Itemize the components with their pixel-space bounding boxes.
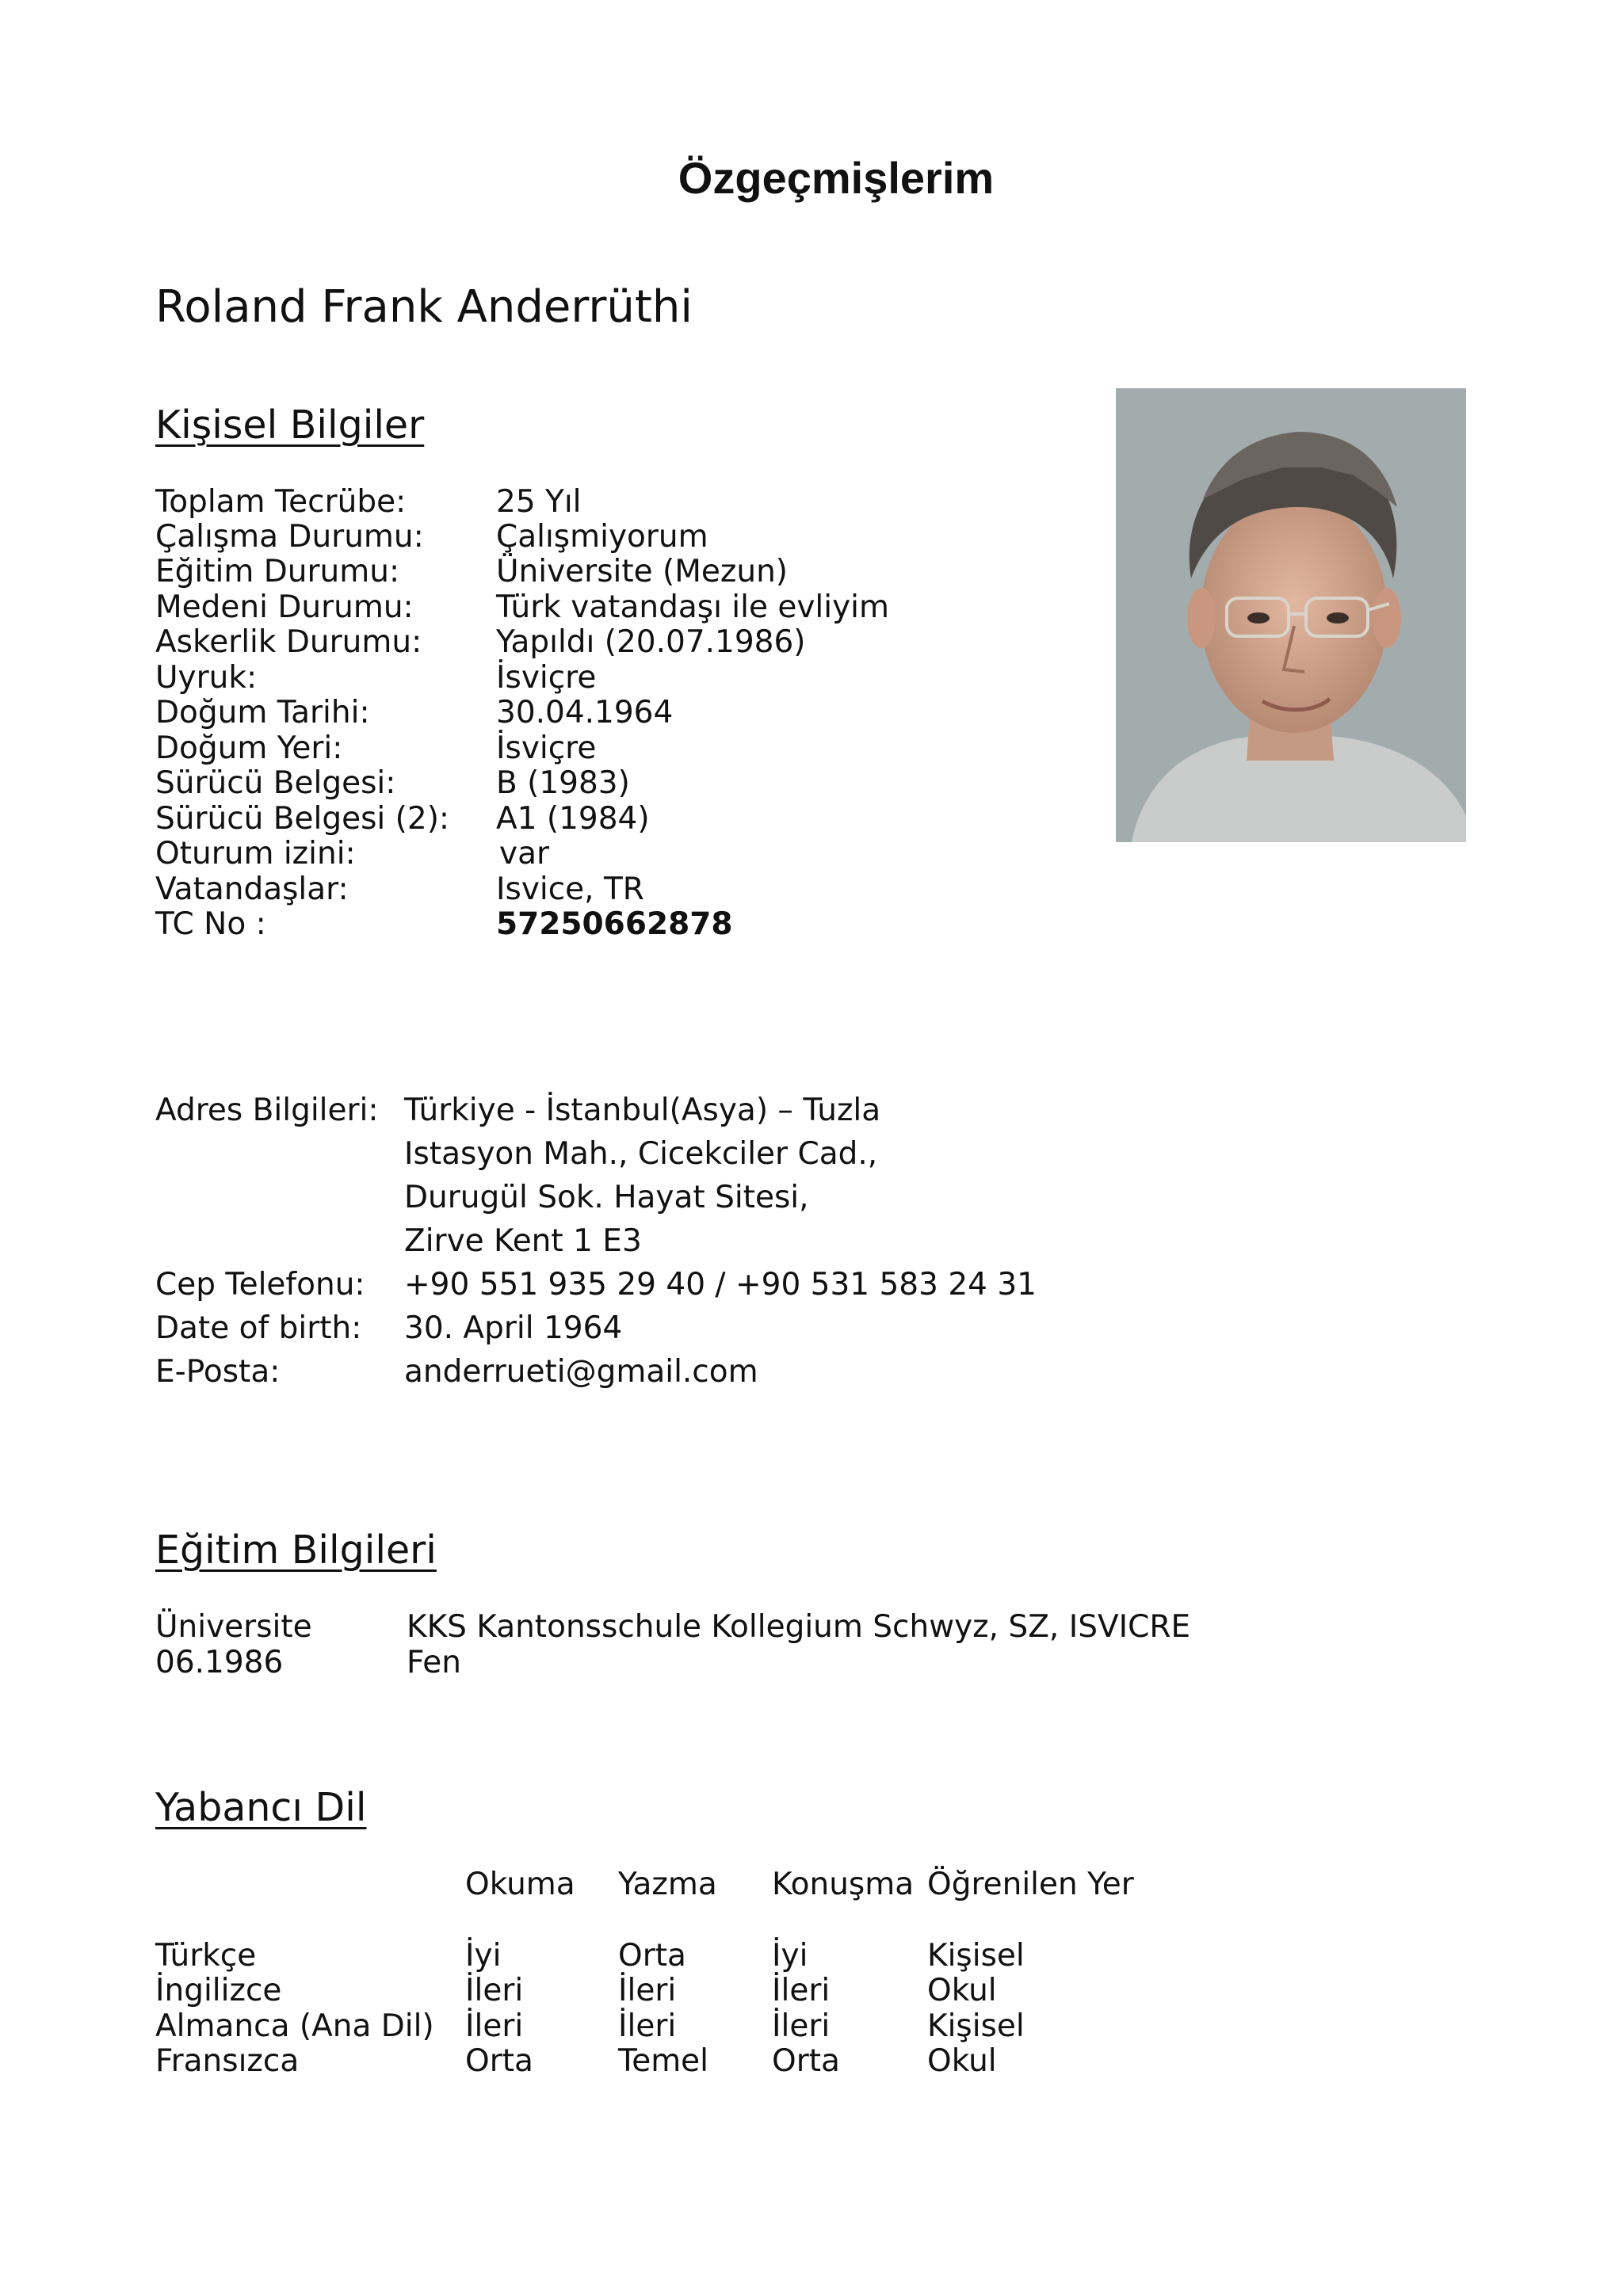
- learned-place: Okul: [927, 2043, 997, 2079]
- personal-value: Üniversite (Mezun): [496, 554, 789, 589]
- address-line: Zirve Kent 1 E3: [404, 1223, 642, 1259]
- personal-value: İsviçre: [496, 730, 597, 766]
- personal-value: 25 Yıl: [496, 484, 582, 520]
- address-line: Durugül Sok. Hayat Sitesi,: [404, 1180, 809, 1215]
- address-line: Türkiye - İstanbul(Asya) – Tuzla: [404, 1093, 881, 1128]
- personal-value: 30.04.1964: [496, 695, 674, 730]
- education-field: Fen: [407, 1645, 462, 1680]
- personal-value: B (1983): [496, 765, 630, 801]
- writing-level: İleri: [618, 2008, 677, 2044]
- email-value: anderrueti@gmail.com: [404, 1354, 758, 1390]
- speaking-level: İleri: [772, 2008, 831, 2044]
- column-header: Konuşma: [772, 1867, 915, 1902]
- address-label: Adres Bilgileri:: [155, 1093, 379, 1128]
- personal-value: var: [499, 836, 550, 871]
- document-title: Özgeçmişlerim: [678, 153, 995, 203]
- personal-info-heading: Kişisel Bilgiler: [155, 402, 425, 448]
- personal-label: Sürücü Belgesi:: [155, 765, 396, 801]
- personal-value: Yapıldı (20.07.1986): [496, 624, 806, 660]
- personal-label: Doğum Tarihi:: [155, 695, 370, 730]
- language-name: İngilizce: [155, 1973, 282, 2008]
- personal-label: Askerlik Durumu:: [155, 624, 422, 660]
- address-line: Istasyon Mah., Cicekciler Cad.,: [404, 1136, 878, 1172]
- education-date: 06.1986: [155, 1645, 284, 1680]
- personal-label: Oturum izini:: [155, 836, 356, 871]
- personal-value: Çalışmiyorum: [496, 519, 708, 555]
- personal-label: Çalışma Durumu:: [155, 519, 424, 555]
- education-heading: Eğitim Bilgileri: [155, 1527, 437, 1573]
- personal-label: Vatandaşlar:: [155, 871, 349, 907]
- birth-value: 30. April 1964: [404, 1310, 623, 1346]
- portrait-illustration: [1116, 388, 1466, 842]
- language-name: Fransızca: [155, 2043, 300, 2079]
- personal-label: Eğitim Durumu:: [155, 554, 400, 589]
- education-school: KKS Kantonsschule Kollegium Schwyz, SZ, ISVICRE: [407, 1609, 1191, 1645]
- personal-label: Medeni Durumu:: [155, 589, 414, 625]
- speaking-level: Orta: [772, 2043, 840, 2079]
- learned-place: Kişisel: [927, 2008, 1025, 2044]
- personal-label: Sürücü Belgesi (2):: [155, 801, 450, 837]
- reading-level: Orta: [465, 2043, 533, 2079]
- personal-value: Türk vatandaşı ile evliyim: [496, 589, 890, 625]
- personal-value: İsviçre: [496, 660, 597, 696]
- learned-place: Kişisel: [927, 1938, 1025, 1974]
- person-name: Roland Frank Anderrüthi: [155, 281, 693, 333]
- personal-label: Toplam Tecrübe:: [155, 484, 407, 520]
- personal-label: TC No :: [155, 906, 266, 942]
- profile-photo: [1116, 388, 1466, 842]
- languages-heading: Yabancı Dil: [155, 1785, 367, 1830]
- speaking-level: İleri: [772, 1973, 831, 2008]
- phone-value: +90 551 935 29 40 / +90 531 583 24 31: [404, 1267, 1037, 1302]
- birth-label: Date of birth:: [155, 1310, 362, 1346]
- personal-value: A1 (1984): [496, 801, 650, 837]
- education-level: Üniversite: [155, 1609, 312, 1645]
- reading-level: İleri: [465, 2008, 524, 2044]
- personal-label: Doğum Yeri:: [155, 730, 343, 766]
- personal-label: Uyruk:: [155, 660, 258, 696]
- personal-value: Isvice, TR: [496, 871, 644, 907]
- tc-number: 57250662878: [496, 906, 733, 942]
- reading-level: İleri: [465, 1973, 524, 2008]
- language-name: Türkçe: [155, 1938, 257, 1974]
- writing-level: Orta: [618, 1938, 686, 1974]
- column-header: Yazma: [618, 1867, 717, 1902]
- language-name: Almanca (Ana Dil): [155, 2008, 434, 2044]
- speaking-level: İyi: [772, 1938, 808, 1974]
- writing-level: İleri: [618, 1973, 677, 2008]
- email-label: E-Posta:: [155, 1354, 281, 1390]
- column-header: Okuma: [465, 1867, 575, 1902]
- reading-level: İyi: [465, 1938, 502, 1974]
- phone-label: Cep Telefonu:: [155, 1267, 365, 1302]
- learned-place: Okul: [927, 1973, 997, 2008]
- column-header: Öğrenilen Yer: [927, 1867, 1134, 1902]
- writing-level: Temel: [618, 2043, 709, 2079]
